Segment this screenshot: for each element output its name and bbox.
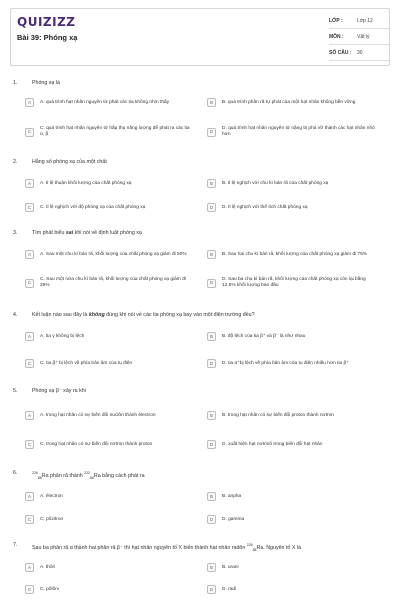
- mass-number: 226: [246, 543, 253, 547]
- option-c[interactable]: [25, 515, 193, 524]
- emphasis-word: không: [88, 312, 105, 318]
- option-c[interactable]: [25, 440, 193, 449]
- option-text: B. trong hạt nhân có sự biến đổi proton thành nơtron: [222, 412, 334, 418]
- option-letter: D: [207, 440, 216, 449]
- option-text: D. Sau ba chu kì bán rã, khối lượng của chất phóng xạ còn lại bằng 12,5% khối lượng ban đầu: [222, 277, 366, 288]
- option-letter: C: [25, 585, 34, 594]
- atomic-number: 86: [90, 475, 94, 480]
- option-text: B. urani: [222, 564, 239, 570]
- question-text: Phóng xạ là: [32, 80, 60, 86]
- option-d[interactable]: [207, 440, 375, 449]
- meta-value: Vật lý: [357, 33, 370, 40]
- meta-key: LỚP :: [329, 17, 343, 24]
- option-d[interactable]: [207, 203, 375, 212]
- mass-number: 226: [32, 471, 38, 475]
- option-text: A. électron: [40, 493, 63, 499]
- option-c[interactable]: [25, 585, 193, 594]
- meta-table: [329, 13, 389, 61]
- option-letter: C: [25, 359, 34, 368]
- option-a[interactable]: [25, 179, 193, 188]
- text-part: Kết luận nào sau đây là: [32, 312, 89, 318]
- question-4: [10, 312, 390, 319]
- option-text: C. tia β⁺ bị lệch về phía bản âm của tụ điện: [40, 360, 133, 366]
- option-letter: C: [25, 128, 34, 137]
- question-5: [10, 388, 390, 395]
- question-text: Phóng xạ β⁻ xảy ra khi: [32, 388, 86, 394]
- text-part: Ra bằng cách phát ra: [93, 472, 145, 479]
- option-d[interactable]: [207, 126, 375, 138]
- option-text: C. pôzitron: [40, 516, 64, 522]
- option-text: B. quá trình phân rã tự phát của một hạt nhân không bền vững: [222, 99, 356, 105]
- option-letter: B: [207, 98, 216, 107]
- question-number: 7.: [13, 542, 18, 548]
- option-letter: D: [207, 359, 216, 368]
- option-d[interactable]: [207, 277, 375, 289]
- question-text: Hằng số phóng xạ của một chất: [32, 159, 107, 165]
- meta-key: MÔN :: [329, 33, 344, 40]
- text-part: khi nói về định luật phóng xạ: [73, 230, 142, 236]
- option-text: C. quá trình hạt nhân nguyên tử hấp thụ năng lượng để phát ra các tia α, β: [40, 126, 190, 137]
- question-text: [32, 542, 390, 554]
- meta-value: 30: [357, 49, 363, 56]
- option-text: D. radi: [222, 586, 237, 592]
- meta-row-count: [329, 45, 389, 61]
- meta-key: SỐ CÂU :: [329, 49, 352, 56]
- option-letter: A: [25, 98, 34, 107]
- meta-row-class: [329, 13, 389, 29]
- question-text: [32, 312, 390, 319]
- option-c[interactable]: [25, 277, 193, 289]
- quizizz-logo: QUIZIZZ: [17, 15, 76, 29]
- atomic-number: 88: [252, 547, 257, 552]
- option-a[interactable]: [25, 98, 193, 107]
- option-text: B. Sau hai chu kì bán rã, khối lượng của chất phóng xạ giảm đi 75%: [222, 251, 368, 257]
- option-a[interactable]: [25, 332, 193, 341]
- option-text: C. trong hạt nhân có sự biến đổi nơtron thành proton: [40, 441, 153, 447]
- option-text: C. Sau một nửa chu kì bán rã, khối lượng của chất phóng xạ giảm đi 25%: [40, 277, 186, 288]
- question-6: [10, 470, 390, 482]
- option-text: D. tia α⁺bị lệch về phía bản âm của tụ điện nhiều hơn tia β⁺: [222, 360, 349, 366]
- meta-value: Lớp 12: [357, 17, 373, 24]
- option-text: B. tỉ lệ nghịch với chu kì bán rã của chất phóng xạ: [222, 180, 329, 186]
- question-number: 1.: [13, 80, 18, 86]
- option-text: B. anpha: [222, 493, 242, 499]
- question-number: 6.: [13, 470, 18, 476]
- option-d[interactable]: [207, 585, 375, 594]
- option-text: D. xuất hiện hạt nơtrinô trong biến đổi hạt nhân: [222, 441, 323, 447]
- option-letter: A: [25, 250, 34, 259]
- option-b[interactable]: [207, 98, 375, 107]
- option-c[interactable]: [25, 359, 193, 368]
- option-text: B. độ lệch của tia β⁺ và β⁻ là như nhau: [222, 333, 306, 339]
- option-b[interactable]: [207, 492, 375, 501]
- option-letter: A: [25, 179, 34, 188]
- option-letter: D: [207, 128, 216, 137]
- option-text: D. quá trình hạt nhân nguyên tử nặng bị phá vỡ thành các hạt nhân nhỏ hơn: [222, 126, 375, 137]
- atomic-number: 88: [37, 475, 42, 480]
- emphasis-word: sai: [65, 230, 74, 236]
- option-b[interactable]: [207, 411, 375, 420]
- option-text: A. thôri: [40, 564, 56, 570]
- option-text: D. gamma: [222, 516, 245, 522]
- text-part: đúng khi nói về các tia phóng xạ bay vào một điện trường đều?: [104, 312, 255, 318]
- option-text: C. tỉ lệ nghịch với độ phóng xạ của chất phóng xạ: [40, 204, 146, 210]
- option-letter: A: [25, 492, 34, 501]
- option-c[interactable]: [25, 126, 193, 138]
- question-1: [10, 80, 390, 87]
- option-text: A. tỉ lệ thuận khối lượng của chất phóng xạ: [40, 180, 132, 186]
- question-number: 3.: [13, 230, 18, 236]
- option-text: A. Sau một chu kì bán rã, khối lượng của chất phóng xạ giảm đi 50%: [40, 251, 187, 257]
- option-b[interactable]: [207, 179, 375, 188]
- text-part: Ra. Nguyên tố X là: [256, 544, 301, 551]
- meta-row-subject: [329, 29, 389, 45]
- option-letter: C: [25, 203, 34, 212]
- option-b[interactable]: [207, 332, 375, 341]
- option-letter: D: [207, 585, 216, 594]
- option-b[interactable]: [207, 563, 375, 572]
- option-c[interactable]: [25, 203, 193, 212]
- text-part: Ra phân rã thành: [41, 472, 85, 479]
- page-title: Bài 39: Phóng xạ: [17, 33, 78, 42]
- option-a[interactable]: [25, 250, 193, 259]
- option-text: C. pôlôni: [40, 586, 59, 592]
- option-letter: A: [25, 332, 34, 341]
- option-letter: D: [207, 203, 216, 212]
- option-letter: B: [207, 411, 216, 420]
- worksheet-header: [10, 8, 390, 66]
- option-letter: D: [207, 279, 216, 288]
- question-number: 4.: [13, 312, 18, 318]
- option-letter: B: [207, 179, 216, 188]
- option-letter: C: [25, 515, 34, 524]
- option-letter: A: [25, 411, 34, 420]
- option-b[interactable]: [207, 250, 375, 259]
- option-a[interactable]: [25, 411, 193, 420]
- option-letter: B: [207, 332, 216, 341]
- option-d[interactable]: [207, 515, 375, 524]
- question-number: 5.: [13, 388, 18, 394]
- option-letter: B: [207, 250, 216, 259]
- text-part: Sau ba phân rã α thành hai phân rã β⁻ thì hạt nhân nguyên tố X biến thành hạt nhân radôn: [32, 544, 247, 551]
- option-letter: D: [207, 515, 216, 524]
- question-number: 2.: [13, 159, 18, 165]
- question-2: [10, 159, 390, 166]
- option-letter: C: [25, 279, 34, 288]
- option-d[interactable]: [207, 359, 375, 368]
- option-letter: B: [207, 563, 216, 572]
- text-part: Tìm phát biểu: [32, 230, 66, 236]
- option-text: A. quá trình hạt nhân nguyên tử phát các tia không nhìn thấy: [40, 99, 170, 105]
- option-a[interactable]: [25, 563, 193, 572]
- question-text: [32, 230, 390, 237]
- question-3: [10, 230, 390, 237]
- option-text: D. tỉ lệ nghịch với thể tích chất phóng xạ: [222, 204, 308, 210]
- mass-number: 222: [84, 471, 90, 475]
- option-text: A. tia γ không bị lệch: [40, 333, 85, 339]
- option-letter: C: [25, 440, 34, 449]
- option-letter: A: [25, 563, 34, 572]
- option-letter: B: [207, 492, 216, 501]
- option-a[interactable]: [25, 492, 193, 501]
- question-text: [32, 470, 390, 482]
- option-text: A. trong hạt nhân có sự biến đổi nuclôn thành électron: [40, 412, 156, 418]
- question-7: [10, 542, 390, 554]
